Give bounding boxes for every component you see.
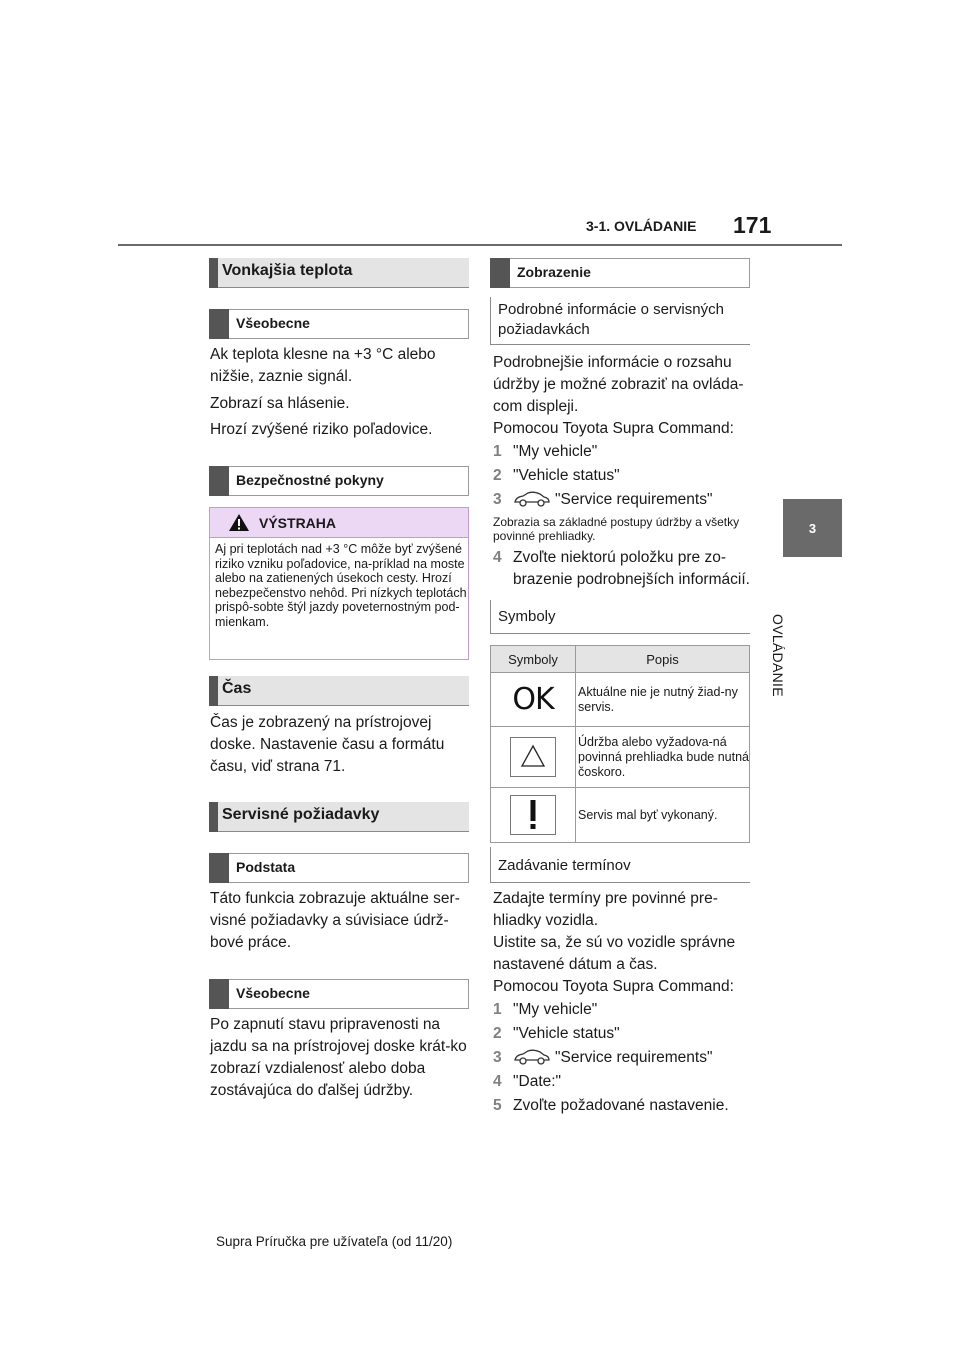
ok-symbol: OK	[512, 682, 554, 717]
subheading-text: Podstata	[236, 859, 296, 875]
heading-line	[490, 297, 491, 344]
car-icon	[513, 1049, 551, 1065]
exclamation-icon	[510, 795, 556, 835]
step-text: "Service requirements"	[555, 491, 713, 508]
symbol-cell	[491, 788, 576, 843]
warning-header	[210, 508, 468, 538]
description-cell: Servis mal byť vykonaný.	[576, 788, 750, 843]
heading-bar	[209, 802, 218, 832]
step-text: "Vehicle status"	[513, 1025, 620, 1042]
paragraph: Ak teplota klesne na +3 °C alebo nižšie, zaznie signál.	[210, 346, 436, 385]
step-item	[493, 1095, 751, 1117]
subheading-bar	[490, 258, 510, 288]
paragraph: Pomocou Toyota Supra Command:	[493, 978, 734, 995]
warning-box	[209, 507, 469, 660]
chapter-tab: 3	[783, 499, 842, 557]
subheading-display	[490, 258, 750, 288]
heading-bar	[209, 676, 218, 706]
step-number: 2	[493, 467, 502, 484]
heading-line	[490, 847, 491, 882]
table-row	[491, 788, 750, 843]
step-item	[493, 547, 751, 591]
table-row	[491, 673, 750, 727]
plain-heading-dates	[490, 847, 750, 883]
description-cell: Údržba alebo vyžadova-ná povinná prehliadka bude nutná čoskoro.	[576, 727, 750, 788]
step-number: 2	[493, 1025, 502, 1042]
step-text: "Service requirements"	[555, 1049, 713, 1066]
section-label: 3-1. OVLÁDANIE	[586, 218, 697, 234]
step-text: "Date:"	[513, 1073, 562, 1090]
step-number: 4	[493, 1073, 502, 1090]
heading-bar	[209, 258, 218, 288]
step-item	[493, 489, 751, 511]
footer-text: Supra Príručka pre užívateľa (od 11/20)	[216, 1234, 453, 1249]
subheading-essence	[209, 853, 469, 883]
step-number: 1	[493, 443, 502, 460]
paragraph: Čas je zobrazený na prístrojovej doske. Nastavenie času a formátu času, viď strana 71.	[210, 714, 445, 775]
heading-service	[209, 802, 469, 832]
step-text: "My vehicle"	[513, 443, 598, 460]
subheading-text: Všeobecne	[236, 985, 310, 1001]
subheading-text: Všeobecne	[236, 315, 310, 331]
table-row	[491, 727, 750, 788]
step-text: "My vehicle"	[513, 1001, 598, 1018]
table-header-row	[491, 646, 750, 673]
step-text: Zvoľte niektorú položku pre zo-brazenie podrobnejších informácií.	[513, 549, 750, 588]
subheading-bar	[209, 853, 229, 883]
small-note: Zobrazia sa základné postupy údržby a všetky povinné prehliadky.	[493, 515, 740, 543]
step-item	[493, 1023, 751, 1045]
step-number: 3	[493, 1049, 502, 1066]
heading-text: Servisné požiadavky	[222, 806, 380, 823]
paragraph: Uistite sa, že sú vo vozidle správne nastavené dátum a čas.	[493, 934, 736, 973]
paragraph: Podrobnejšie informácie o rozsahu údržby je možné zobraziť na ovláda-com displeji.	[493, 354, 744, 415]
step-text: "Vehicle status"	[513, 467, 620, 484]
chapter-label: OVLÁDANIE	[770, 614, 786, 697]
heading-text: Zadávanie termínov	[498, 857, 631, 874]
warning-text: Aj pri teplotách nad +3 °C môže byť zvýšené riziko vzniku poľadovice, na-príklad na moste alebo na zatienených úsekoch cesty. Hrozí nebezpečenstvo nehôd. Pri nízkych teplotách prispô-sobte štýl jazdy poveternostným pod-mienkam.	[215, 542, 467, 629]
symbol-cell	[491, 727, 576, 788]
heading-time	[209, 676, 469, 706]
step-item	[493, 441, 751, 463]
heading-outside-temp	[209, 258, 469, 288]
triangle-icon	[510, 737, 556, 777]
column-header: Popis	[576, 646, 750, 673]
subheading-general	[209, 309, 469, 339]
step-item	[493, 999, 751, 1021]
paragraph: Hrozí zvýšené riziko poľadovice.	[210, 421, 433, 438]
paragraph: Táto funkcia zobrazuje aktuálne ser-visné požiadavky a súvisiace údrž-bové práce.	[210, 890, 460, 951]
subheading-general-2	[209, 979, 469, 1009]
heading-text: Čas	[222, 680, 252, 697]
step-text: Zvoľte požadované nastavenie.	[513, 1097, 729, 1114]
plain-heading-details	[490, 297, 750, 345]
subheading-text: Bezpečnostné pokyny	[236, 472, 384, 488]
step-number: 4	[493, 549, 502, 566]
symbols-table	[490, 645, 750, 843]
plain-heading-symbols	[490, 600, 750, 634]
heading-text: Podrobné informácie o servisných požiadavkách	[498, 301, 724, 338]
car-icon	[513, 491, 551, 507]
step-item	[493, 1047, 751, 1069]
subheading-safety	[209, 466, 469, 496]
heading-line	[490, 600, 491, 633]
symbol-cell	[491, 673, 576, 727]
step-number: 1	[493, 1001, 502, 1018]
description-cell: Aktuálne nie je nutný žiad-ny servis.	[576, 673, 750, 727]
column-header: Symboly	[491, 646, 576, 673]
step-item	[493, 465, 751, 487]
subheading-bar	[209, 979, 229, 1009]
header-rule	[118, 244, 842, 246]
warning-triangle-icon	[228, 513, 250, 532]
paragraph: Po zapnutí stavu pripravenosti na jazdu sa na prístrojovej doske krát-ko zobrazí vzdialenosť alebo doba zostávajúca do ďalšej údržby.	[210, 1016, 467, 1099]
page-number: 171	[733, 212, 772, 238]
step-number: 5	[493, 1097, 502, 1114]
paragraph: Zadajte termíny pre povinné pre-hliadky vozidla.	[493, 890, 718, 929]
subheading-text: Zobrazenie	[517, 264, 591, 280]
step-item	[493, 1071, 751, 1093]
heading-text: Symboly	[498, 608, 556, 625]
warning-title: VÝSTRAHA	[259, 515, 337, 531]
subheading-bar	[209, 466, 229, 496]
step-number: 3	[493, 491, 502, 508]
subheading-bar	[209, 309, 229, 339]
heading-text: Vonkajšia teplota	[222, 262, 353, 279]
paragraph: Zobrazí sa hlásenie.	[210, 395, 350, 412]
paragraph: Pomocou Toyota Supra Command:	[493, 420, 734, 437]
